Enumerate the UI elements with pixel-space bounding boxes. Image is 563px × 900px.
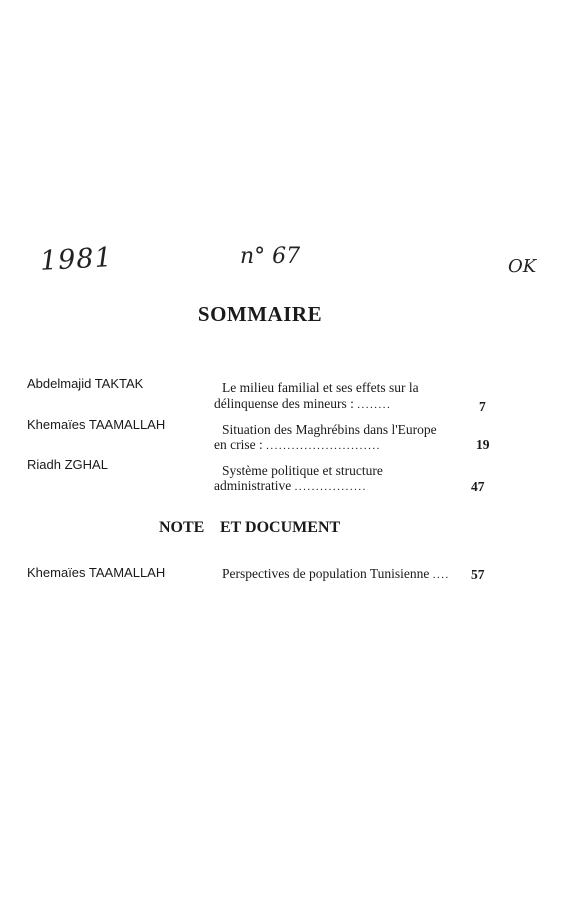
entry-author: Khemaïes TAAMALLAH bbox=[27, 565, 166, 580]
entry-page-number: 57 bbox=[471, 567, 485, 582]
entry-title-line2 bbox=[214, 478, 367, 494]
entry-title-text: Perspectives de population Tunisienne bbox=[222, 566, 430, 581]
leader-dots: .... bbox=[432, 569, 450, 581]
entry-author: Riadh ZGHAL bbox=[27, 457, 108, 472]
entry-title-line1 bbox=[222, 566, 450, 582]
entry-page-number: 7 bbox=[479, 399, 486, 414]
entry-author: Abdelmajid TAKTAK bbox=[27, 376, 144, 391]
page-title: SOMMAIRE bbox=[197, 302, 323, 326]
section-heading-note: NOTE bbox=[159, 519, 205, 536]
entry-title-line1: Le milieu familial et ses effets sur la bbox=[222, 380, 419, 395]
entry-title-line2 bbox=[214, 437, 381, 453]
entry-title-line1: Système politique et structure bbox=[222, 463, 383, 478]
entry-title-text: administrative bbox=[214, 478, 292, 493]
entry-author: Khemaïes TAAMALLAH bbox=[27, 417, 166, 432]
section-heading-document: ET DOCUMENT bbox=[220, 519, 341, 536]
entry-title-line2 bbox=[214, 396, 391, 412]
entry-title-line1: Situation des Maghrébins dans l'Europe bbox=[222, 422, 437, 437]
entry-page-number: 47 bbox=[471, 479, 485, 494]
leader-dots: ........................... bbox=[266, 440, 381, 452]
leader-dots: ................. bbox=[294, 481, 367, 493]
handwritten-check-mark: OK bbox=[508, 256, 537, 277]
leader-dots: ........ bbox=[357, 399, 392, 411]
entry-title-text: en crise : bbox=[214, 437, 263, 452]
entry-title-text: délinquense des mineurs : bbox=[214, 396, 354, 411]
handwritten-issue-number: n° 67 bbox=[240, 244, 301, 269]
entry-page-number: 19 bbox=[476, 437, 490, 452]
handwritten-year: 1981 bbox=[39, 242, 114, 277]
